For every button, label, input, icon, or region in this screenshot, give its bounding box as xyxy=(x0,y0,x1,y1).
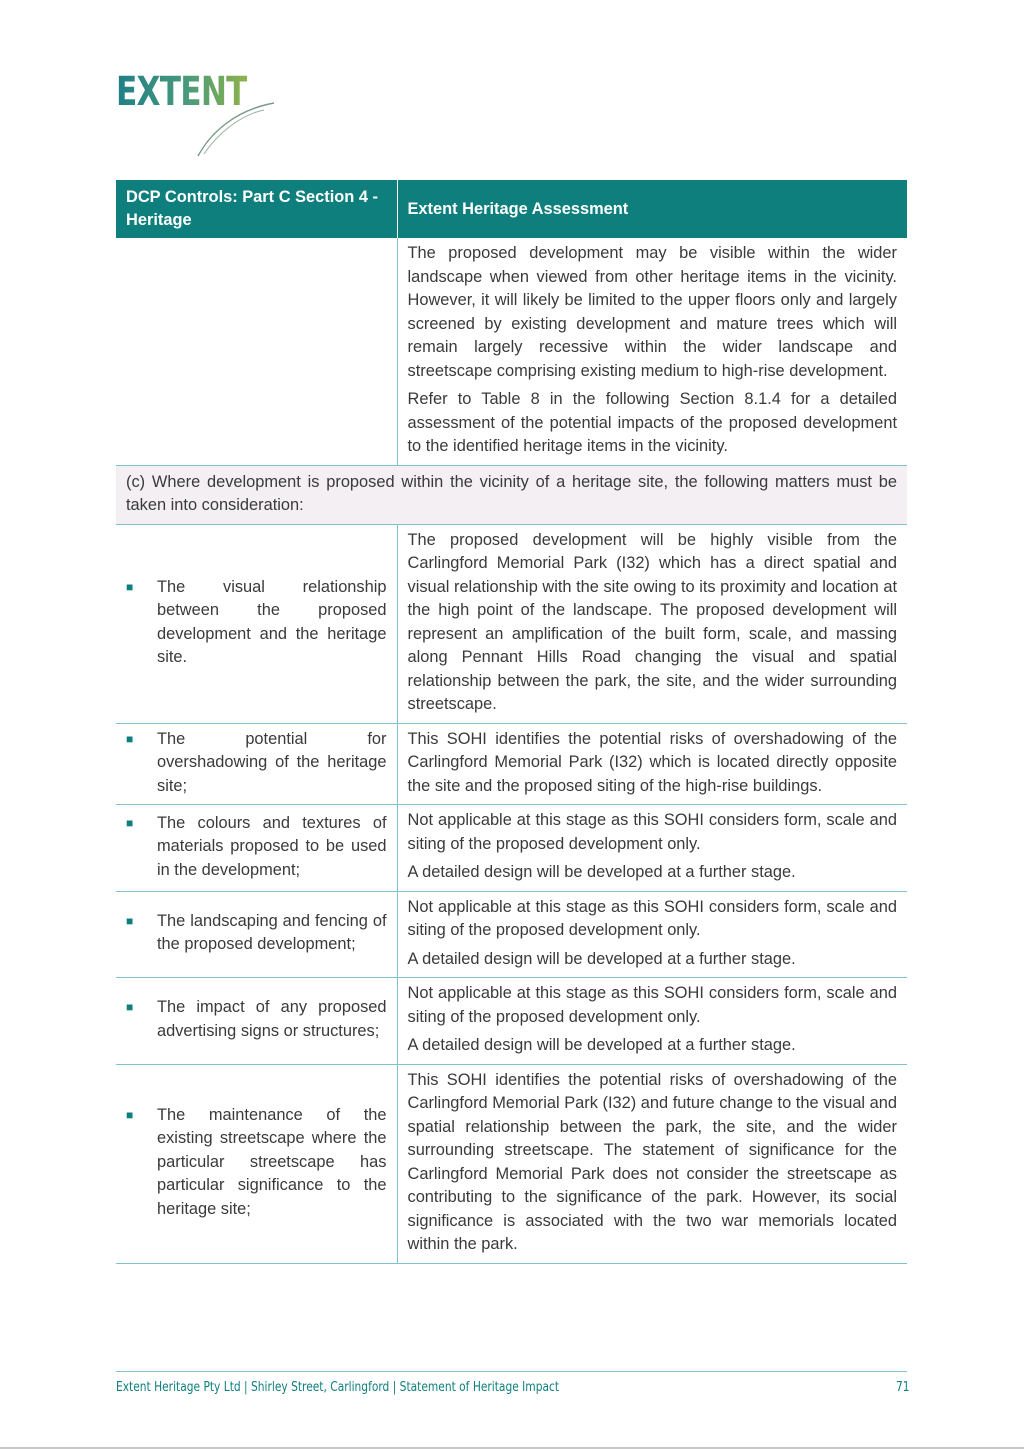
table-row xyxy=(116,524,907,723)
table-section-row xyxy=(116,465,907,524)
square-bullet-icon: ■ xyxy=(126,731,134,746)
assessment-paragraph: A detailed design will be developed at a further stage. xyxy=(407,863,796,881)
footer-document-info: Extent Heritage Pty Ltd | Shirley Street, Carlingford | Statement of Heritage Impact xyxy=(116,1380,560,1395)
table-row xyxy=(116,891,907,978)
square-bullet-icon: ■ xyxy=(126,579,134,594)
assessment-paragraph: A detailed design will be developed at a further stage. xyxy=(407,1036,796,1054)
assessment-paragraph: The proposed development may be visible within the wider landscape when viewed from other heritage items in the vicinity. However, it will likely be limited to the upper floors only and largely screened by existing development and mature trees which will remain largely recessive within the wider landscape and streetscape comprising existing medium to high-rise development. xyxy=(407,244,897,380)
table-row xyxy=(116,238,907,465)
logo-wordmark: EXTENT xyxy=(116,69,247,115)
assessment-cell xyxy=(397,524,907,723)
control-cell-empty xyxy=(116,238,397,465)
section-c-text: (c) Where development is proposed within the vicinity of a heritage site, the following matters must be taken into consideration: xyxy=(116,465,907,524)
control-cell xyxy=(116,723,397,805)
assessment-cell xyxy=(397,805,907,892)
assessment-paragraph: A detailed design will be developed at a further stage. xyxy=(407,949,796,968)
assessment-cell xyxy=(397,978,907,1065)
control-text: The landscaping and fencing of the proposed development; xyxy=(157,911,387,954)
control-text: The impact of any proposed advertising signs or structures; xyxy=(157,998,387,1040)
assessment-paragraph: This SOHI identifies the potential risks of overshadowing of the Carlingford Memorial Park (I32) which is located directly opposite the site and the proposed siting of the high-rise buildings. xyxy=(407,729,897,795)
control-text: The visual relationship between the proposed development and the heritage site. xyxy=(157,577,387,666)
extent-logo xyxy=(116,70,286,160)
square-bullet-icon: ■ xyxy=(126,1000,134,1015)
assessment-cell xyxy=(397,723,907,805)
assessment-paragraph: Not applicable at this stage as this SOHI considers form, scale and siting of the proposed development only. xyxy=(407,811,897,853)
square-bullet-icon: ■ xyxy=(126,913,134,928)
square-bullet-icon: ■ xyxy=(126,1107,134,1122)
logo-swoosh-icon xyxy=(116,70,286,160)
header-dcp-controls: DCP Controls: Part C Section 4 - Heritage xyxy=(116,180,397,238)
square-bullet-icon: ■ xyxy=(126,815,134,830)
control-text: The maintenance of the existing streetscape where the particular streetscape has particular significance to the heritage site; xyxy=(157,1105,387,1218)
control-cell xyxy=(116,1064,397,1263)
control-cell xyxy=(116,524,397,723)
control-text: The colours and textures of materials proposed to be used in the development; xyxy=(157,813,387,879)
assessment-paragraph: Refer to Table 8 in the following Section 8.1.4 for a detailed assessment of the potential impacts of the proposed development to the identified heritage items in the vicinity. xyxy=(407,390,897,455)
control-text: The potential for overshadowing of the heritage site; xyxy=(157,729,387,795)
assessment-table xyxy=(116,180,907,1264)
control-cell xyxy=(116,805,397,892)
footer-divider xyxy=(116,1371,907,1372)
control-cell xyxy=(116,978,397,1065)
control-cell xyxy=(116,891,397,978)
assessment-paragraph: This SOHI identifies the potential risks of overshadowing of the Carlingford Memorial Park (I32) and future change to the visual and spatial relationship between the park, the site, and the wider surrounding streetscape. The statement of significance for the Carlingford Memorial Park does not consider the streetscape as contributing to the significance of the park. However, its social significance is associated with the two war memorials located within the park. xyxy=(407,1070,897,1253)
table-header-row xyxy=(116,180,907,238)
assessment-cell xyxy=(397,891,907,978)
table-row xyxy=(116,1064,907,1263)
assessment-paragraph: Not applicable at this stage as this SOHI considers form, scale and siting of the proposed development only. xyxy=(407,984,897,1026)
assessment-cell xyxy=(397,238,907,465)
table-row xyxy=(116,805,907,892)
assessment-paragraph: The proposed development will be highly visible from the Carlingford Memorial Park (I32) which has a direct spatial and visual relationship with the site owing to its proximity and location at the high point of the landscape. The proposed development will represent an amplification of the built form, scale, and massing along Pennant Hills Road changing the visual and spatial relationship between the park, the site, and the wider surrounding streetscape. xyxy=(407,530,897,713)
assessment-cell xyxy=(397,1064,907,1263)
header-assessment: Extent Heritage Assessment xyxy=(397,180,907,238)
page-number: 71 xyxy=(896,1380,910,1395)
assessment-paragraph: Not applicable at this stage as this SOHI considers form, scale and siting of the proposed development only. xyxy=(407,897,897,939)
table-row xyxy=(116,723,907,805)
table-row xyxy=(116,978,907,1065)
